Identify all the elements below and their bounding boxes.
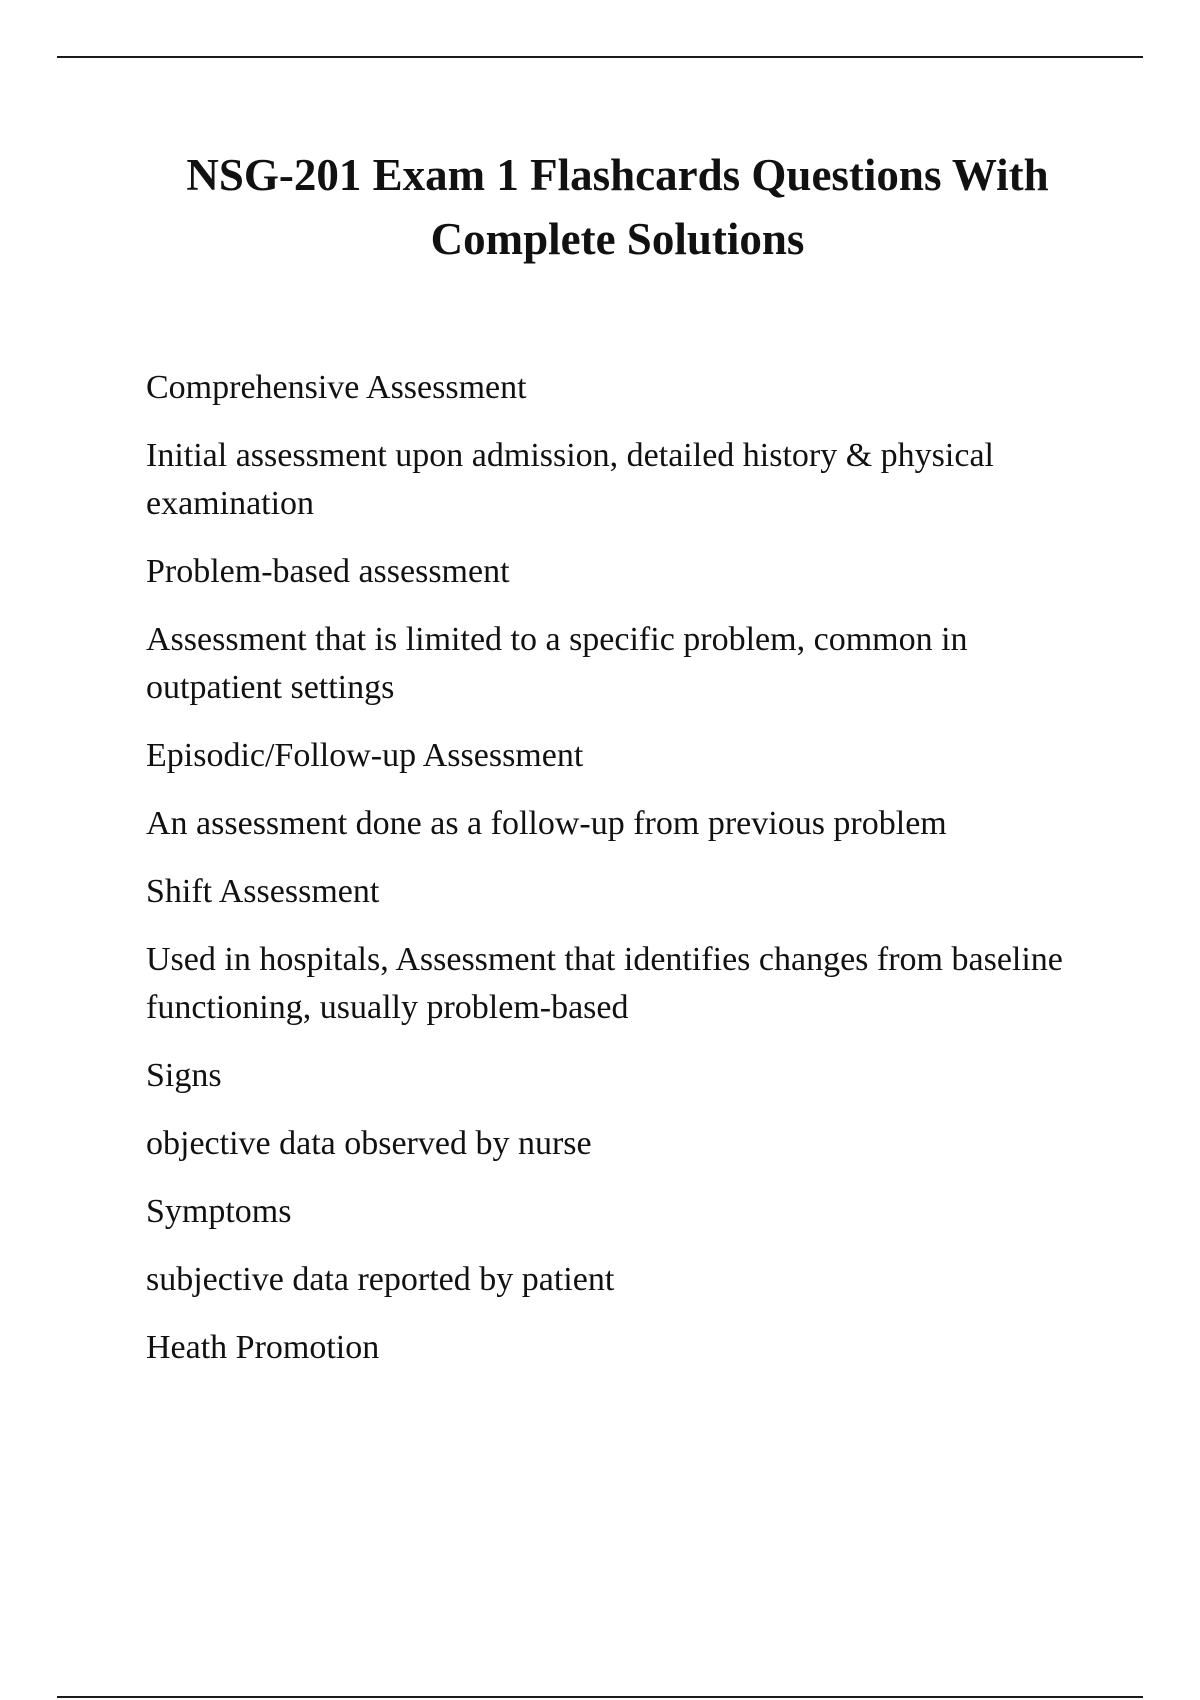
flashcard-definition: subjective data reported by patient	[146, 1261, 615, 1298]
top-rule	[57, 56, 1143, 58]
flashcard-term: Shift Assessment	[146, 873, 380, 910]
flashcard-definition: Assessment that is limited to a specific problem, common in outpatient settings	[146, 621, 968, 706]
flashcard-term: Heath Promotion	[146, 1329, 380, 1366]
flashcard-term: Symptoms	[146, 1193, 292, 1230]
flashcard-definition: An assessment done as a follow-up from previous problem	[146, 805, 947, 842]
flashcard-definition: objective data observed by nurse	[146, 1125, 592, 1162]
document-title: NSG-201 Exam 1 Flashcards Questions With Complete Solutions	[186, 150, 1049, 264]
flashcard-definition: Initial assessment upon admission, detailed history & physical examination	[146, 437, 994, 522]
flashcard-term: Comprehensive Assessment	[146, 369, 527, 406]
flashcard-term: Problem-based assessment	[146, 553, 510, 590]
flashcard-definition: Used in hospitals, Assessment that identifies changes from baseline functioning, usually problem-based	[146, 941, 1063, 1026]
bottom-rule	[57, 1696, 1143, 1698]
flashcard-term: Signs	[146, 1057, 222, 1094]
flashcard-term: Episodic/Follow-up Assessment	[146, 737, 584, 774]
flashcard-list	[146, 364, 1076, 1392]
